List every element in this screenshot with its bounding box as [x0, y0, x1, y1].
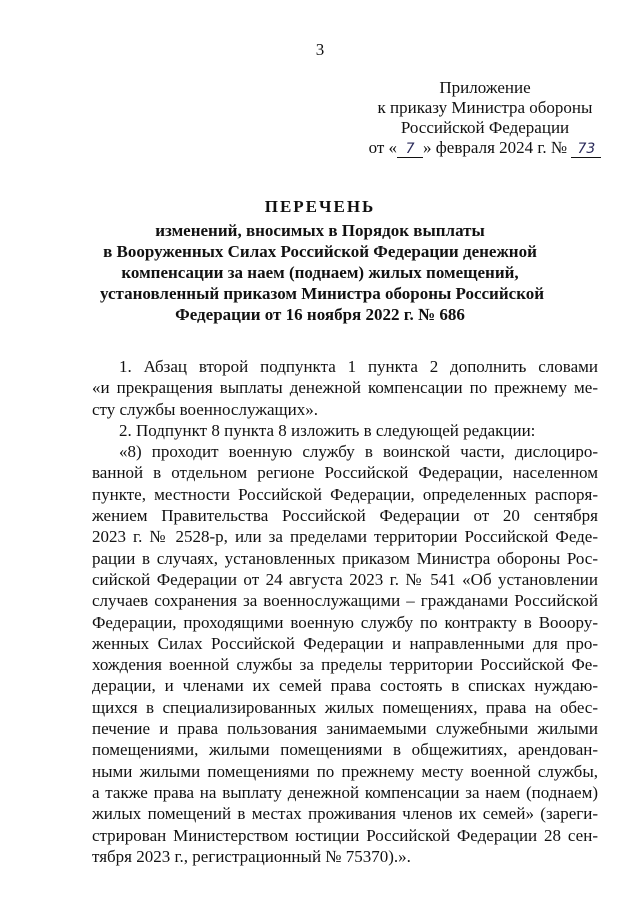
body-line: сийской Федерации от 24 августа 2023 г. № 541 «Об установлении: [92, 569, 598, 589]
body-line: а также права на выплату денежной компенсации за наем (поднаем): [92, 782, 598, 802]
body-line: рации в случаях, установленных приказом Министра обороны Рос-: [92, 548, 598, 568]
body-line: дерации, и членами их семей права состоять в списках нуждаю-: [92, 676, 598, 696]
document-subtitle: [100, 220, 545, 325]
appendix-order-ref: к приказу Министра обороны: [377, 98, 593, 117]
body-line: ными жилыми помещениями по прежнему месту военной службы,: [92, 761, 598, 781]
body-line: жением Правительства Российской Федерации от 20 сентября: [92, 506, 598, 526]
body-line: пункте, местности Российской Федерации, определенных распоря-: [92, 484, 598, 504]
appendix-header: [340, 78, 630, 158]
body-line: щихся в специализированных жилых помещениях, права на обес-: [92, 697, 598, 717]
body-line: сту службы военнослужащих».: [92, 399, 318, 419]
document-body: [92, 356, 598, 867]
appendix-label: Приложение: [439, 78, 531, 97]
subtitle-line: в Вооруженных Силах Российской Федерации денежной: [103, 242, 537, 261]
date-prefix: от «: [368, 138, 398, 157]
body-line: стрирован Министерством юстиции Российской Федерации 28 сен-: [92, 825, 598, 845]
body-line: женных Силах Российской Федерации и направленными для про-: [92, 633, 598, 653]
body-line: ванной в отдельном регионе Российской Федерации, населенном: [92, 463, 598, 483]
body-line: тября 2023 г., регистрационный № 75370).».: [92, 846, 411, 866]
handwritten-day: 7: [397, 141, 423, 158]
subtitle-line: изменений, вносимых в Порядок выплаты: [155, 221, 485, 240]
subtitle-line: установленный приказом Министра обороны Российской: [100, 284, 545, 303]
handwritten-order-number: 73: [571, 141, 601, 158]
page-number: 3: [315, 40, 325, 59]
body-line: печение и права пользования занимаемыми служебными жилыми: [92, 719, 598, 739]
body-line: 2023 г. № 2528-р, или за пределами территории Российской Феде-: [92, 527, 598, 547]
body-line: «8) проходит военную службу в воинской части, дислоциро-: [119, 442, 598, 462]
appendix-date-line: [340, 138, 630, 158]
date-middle: » февраля 2024 г. №: [423, 138, 568, 157]
body-line: «и прекращения выплаты денежной компенсации по прежнему ме-: [92, 378, 598, 398]
body-line: хождения военной службы за пределы территории Российской Фе-: [92, 655, 598, 675]
subtitle-line: компенсации за наем (поднаем) жилых помещений,: [121, 263, 519, 282]
appendix-country: Российской Федерации: [400, 118, 570, 137]
subtitle-line: Федерации от 16 ноября 2022 г. № 686: [175, 305, 465, 324]
document-title: ПЕРЕЧЕНЬ: [264, 197, 376, 216]
body-line: случаев сохранения за военнослужащими – гражданами Российской: [92, 591, 598, 611]
body-line: Федерации, проходящими военную службу по контракту в Вооору-: [92, 612, 598, 632]
body-line: 2. Подпункт 8 пункта 8 изложить в следующей редакции:: [119, 420, 536, 440]
body-line: 1. Абзац второй подпункта 1 пункта 2 дополнить словами: [119, 357, 598, 376]
body-line: жилых помещений в местах проживания членов их семей» (зареги-: [92, 804, 598, 824]
body-line: помещениями, жилыми помещениями в общежитиях, арендован-: [92, 740, 598, 760]
